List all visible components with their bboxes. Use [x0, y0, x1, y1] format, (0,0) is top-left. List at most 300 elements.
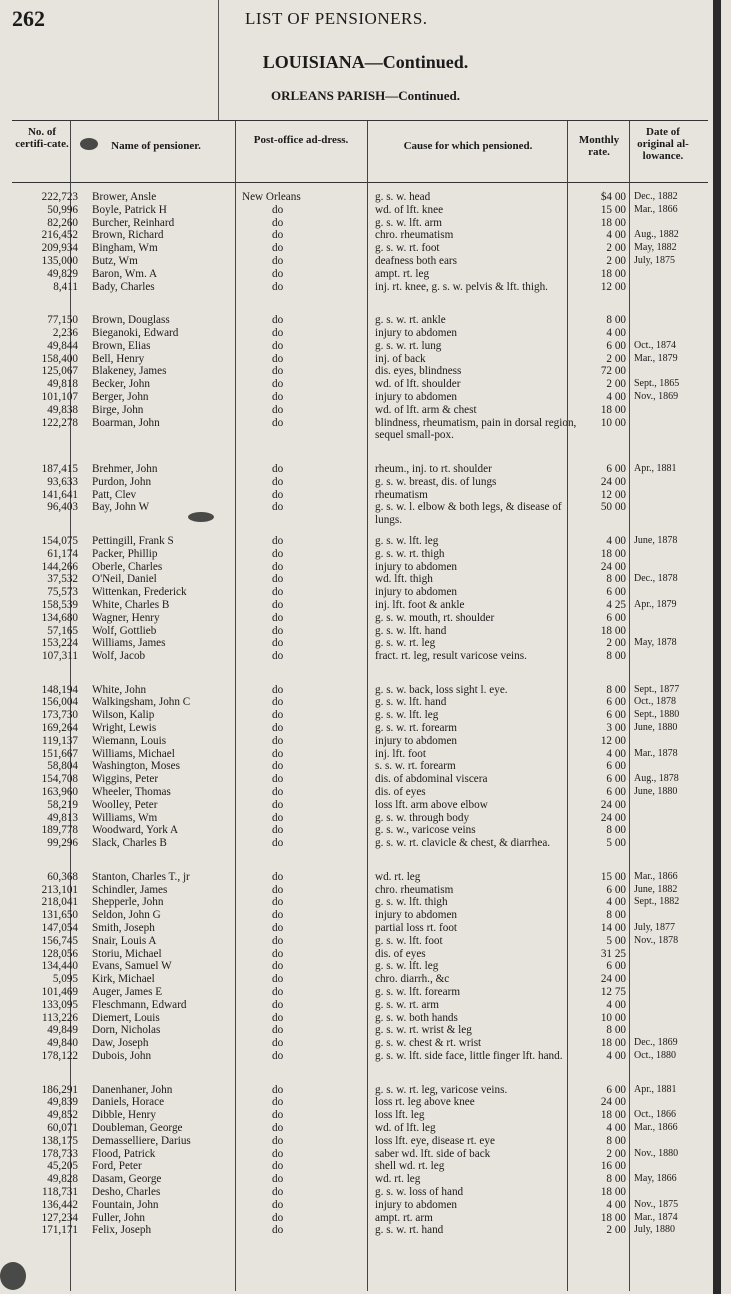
monthly-rate: 15 00: [600, 203, 626, 216]
certificate-number: 5,095: [52, 973, 78, 986]
table-row: [12, 1199, 712, 1212]
pensioner-name: Williams, Wm: [92, 811, 158, 824]
pensioner-name: Dasam, George: [92, 1173, 162, 1186]
pensioner-name: Diemert, Louis: [92, 1011, 160, 1024]
cause-of-pension: dis. of abdominal viscera: [375, 773, 488, 786]
post-office: do: [272, 534, 284, 547]
pensioner-name: Wolf, Gottlieb: [92, 624, 157, 637]
certificate-number: 82,260: [47, 216, 78, 229]
parish-heading: ORLEANS PARISH—Continued.: [270, 88, 461, 103]
table-row: [12, 948, 712, 961]
pensioner-name: Wilson, Kalip: [92, 709, 155, 722]
monthly-rate: 8 00: [606, 573, 626, 586]
allowance-date: May, 1866: [634, 1173, 677, 1185]
pensioner-name: Demasselliere, Darius: [92, 1134, 191, 1147]
table-row: [12, 217, 712, 230]
pensioner-name: Wheeler, Thomas: [92, 786, 171, 799]
monthly-rate: 12 00: [600, 280, 626, 293]
pensioner-name: Berger, John: [92, 390, 149, 403]
post-office: do: [272, 870, 284, 883]
row-spacer: [12, 863, 712, 871]
cause-of-pension: wd. of lft. shoulder: [375, 378, 461, 391]
pensioner-name: Becker, John: [92, 378, 150, 391]
cause-of-pension: g. s. w. l. elbow & both legs, & disease of lungs.: [375, 501, 562, 527]
allowance-date: June, 1880: [634, 786, 678, 798]
post-office: do: [272, 216, 284, 229]
pensioner-name: Oberle, Charles: [92, 560, 163, 573]
table-row: [12, 1037, 712, 1050]
row-spacer: [12, 527, 712, 535]
monthly-rate: 8 00: [606, 650, 626, 663]
certificate-number: 118,731: [42, 1185, 78, 1198]
certificate-number: 58,219: [47, 798, 78, 811]
cause-of-pension: shell wd. rt. leg: [375, 1160, 445, 1173]
cause-of-pension: injury to abdomen: [375, 734, 458, 747]
table-row: [12, 812, 712, 825]
table-row: [12, 612, 712, 625]
pensioner-name: Auger, James E: [92, 986, 163, 999]
table-row: [12, 960, 712, 973]
certificate-number: 213,101: [41, 883, 78, 896]
cause-of-pension: g. s. w. rt. arm: [375, 998, 439, 1011]
table-row: [12, 535, 712, 548]
monthly-rate: 4 00: [606, 1050, 626, 1062]
monthly-rate: 6 00: [606, 883, 626, 896]
monthly-rate: 72 00: [600, 365, 626, 378]
allowance-date: May, 1882: [634, 242, 677, 254]
cause-of-pension: g. s. w. rt. ankle: [375, 314, 446, 327]
pensioner-name: Boarman, John: [92, 416, 160, 429]
post-office: do: [272, 934, 284, 947]
pensioner-name: Wiggins, Peter: [92, 773, 159, 786]
pensioner-name: Storiu, Michael: [92, 947, 162, 960]
pensioner-name: White, Charles B: [92, 598, 170, 611]
pensioner-name: Wagner, Henry: [92, 611, 160, 624]
cause-of-pension: g. s. w. lft. hand: [375, 624, 447, 637]
certificate-number: 8,411: [53, 280, 78, 293]
certificate-number: 135,000: [41, 254, 78, 267]
pensioner-name: Butz, Wm: [92, 254, 138, 267]
pensioner-name: Dibble, Henry: [92, 1109, 157, 1122]
pensioner-name: Purdon, John: [92, 475, 152, 488]
cause-of-pension: dis. of eyes: [375, 947, 426, 960]
certificate-number: 147,054: [41, 922, 78, 935]
table-row: [12, 999, 712, 1012]
certificate-number: 169,264: [41, 722, 78, 735]
certificate-number: 50,996: [47, 203, 78, 216]
certificate-number: 222,723: [41, 191, 78, 203]
pensioner-name: Brehmer, John: [92, 462, 158, 475]
post-office: do: [272, 1147, 284, 1160]
allowance-date: Apr., 1881: [634, 462, 677, 474]
pensioner-name: Bady, Charles: [92, 280, 155, 293]
cause-of-pension: deafness both ears: [375, 254, 458, 267]
certificate-number: 101,469: [41, 986, 78, 999]
table-row: [12, 760, 712, 773]
pensioner-name: Walkingsham, John C: [92, 696, 191, 709]
post-office: do: [272, 973, 284, 986]
certificate-number: 187,415: [41, 462, 78, 475]
monthly-rate: 8 00: [606, 683, 626, 696]
monthly-rate: 8 00: [606, 1134, 626, 1147]
table-row: [12, 1186, 712, 1199]
allowance-date: June, 1882: [634, 883, 678, 895]
monthly-rate: 5 00: [606, 837, 626, 850]
certificate-number: 154,075: [41, 534, 78, 547]
certificate-number: 158,400: [41, 352, 78, 365]
certificate-number: 163,960: [41, 786, 78, 799]
cause-of-pension: g. s. w. rt. foot: [375, 242, 440, 255]
post-office: do: [272, 416, 284, 429]
table-row: [12, 922, 712, 935]
certificate-number: 49,829: [47, 267, 78, 280]
certificate-number: 113,226: [42, 1011, 78, 1024]
allowance-date: Nov., 1880: [634, 1147, 679, 1159]
post-office: do: [272, 696, 284, 709]
post-office: do: [272, 267, 284, 280]
certificate-number: 60,071: [47, 1121, 78, 1134]
pensioner-name: Baron, Wm. A: [92, 267, 158, 280]
table-row: [12, 417, 712, 455]
certificate-number: 148,194: [41, 683, 78, 696]
post-office: do: [272, 773, 284, 786]
certificate-number: 156,004: [41, 696, 78, 709]
certificate-number: 2,236: [52, 326, 78, 339]
table-row: [12, 229, 712, 242]
pensioner-table-body: [12, 191, 712, 1237]
certificate-number: 218,041: [41, 896, 78, 909]
cause-of-pension: g. s. w. lft. forearm: [375, 986, 461, 999]
pensioner-name: Daniels, Horace: [92, 1096, 165, 1109]
cause-of-pension: g. s. w. lft. arm: [375, 216, 443, 229]
cause-of-pension: g. s. w. both hands: [375, 1011, 458, 1024]
certificate-number: 49,852: [47, 1109, 78, 1122]
binding-edge: [713, 0, 721, 1294]
allowance-date: Sept., 1877: [634, 683, 680, 695]
post-office: do: [272, 573, 284, 586]
certificate-number: 128,056: [41, 947, 78, 960]
post-office: do: [272, 403, 284, 416]
certificate-number: 171,171: [41, 1224, 78, 1237]
table-row: [12, 625, 712, 638]
post-office: do: [272, 883, 284, 896]
allowance-date: Oct., 1878: [634, 696, 676, 708]
pensioner-name: O'Neil, Daniel: [92, 573, 157, 586]
monthly-rate: 4 00: [606, 896, 626, 909]
post-office: do: [272, 722, 284, 735]
monthly-rate: 15 00: [600, 870, 626, 883]
certificate-number: 75,573: [47, 586, 78, 599]
certificate-number: 189,778: [41, 824, 78, 837]
post-office: do: [272, 1198, 284, 1211]
table-row: [12, 871, 712, 884]
post-office: do: [272, 1109, 284, 1122]
cause-of-pension: ampt. rt. leg: [375, 267, 430, 280]
cause-of-pension: g. s. w., varicose veins: [375, 824, 476, 837]
post-office: do: [272, 242, 284, 255]
table-top-rule: [12, 120, 708, 121]
post-office: do: [272, 747, 284, 760]
pensioner-name: Dubois, John: [92, 1050, 152, 1062]
pensioner-name: Snair, Louis A: [92, 934, 157, 947]
certificate-number: 125,067: [41, 365, 78, 378]
post-office: do: [272, 650, 284, 663]
post-office: do: [272, 922, 284, 935]
cause-of-pension: fract. rt. leg, result varicose veins.: [375, 650, 527, 663]
certificate-number: 49,849: [47, 1024, 78, 1037]
monthly-rate: 18 00: [600, 216, 626, 229]
cause-of-pension: g. s. w. lft. hand: [375, 696, 447, 709]
post-office: do: [272, 734, 284, 747]
allowance-date: Sept., 1882: [634, 896, 680, 908]
pensioner-name: Packer, Phillip: [92, 547, 158, 560]
allowance-date: July, 1875: [634, 254, 676, 266]
pensioner-name: Brown, Douglass: [92, 314, 170, 327]
cause-of-pension: saber wd. lft. side of back: [375, 1147, 491, 1160]
certificate-number: 144,266: [41, 560, 78, 573]
certificate-number: 178,733: [41, 1147, 78, 1160]
monthly-rate: 2 00: [606, 242, 626, 255]
table-row: [12, 748, 712, 761]
monthly-rate: 18 00: [600, 624, 626, 637]
allowance-date: Mar., 1866: [634, 203, 678, 215]
table-row: [12, 735, 712, 748]
monthly-rate: 2 00: [606, 352, 626, 365]
post-office: do: [272, 547, 284, 560]
allowance-date: June, 1880: [634, 722, 678, 734]
monthly-rate: 2 00: [606, 637, 626, 650]
pensioner-name: Shepperle, John: [92, 896, 164, 909]
certificate-number: 96,403: [47, 501, 78, 514]
table-row: [12, 1012, 712, 1025]
header-postoffice: Post-office ad-dress.: [253, 134, 349, 146]
cause-of-pension: g. s. w. chest & rt. wrist: [375, 1037, 482, 1050]
table-row: [12, 268, 712, 281]
table-row: [12, 773, 712, 786]
pensioner-name: Washington, Moses: [92, 760, 180, 773]
ink-blot: [0, 1262, 26, 1290]
post-office: do: [272, 760, 284, 773]
certificate-number: 209,934: [41, 242, 78, 255]
ink-blot: [80, 138, 98, 150]
allowance-date: Dec., 1882: [634, 191, 678, 202]
table-row: [12, 586, 712, 599]
allowance-date: Sept., 1865: [634, 378, 680, 390]
monthly-rate: 8 00: [606, 909, 626, 922]
cause-of-pension: partial loss rt. foot: [375, 922, 458, 935]
post-office: do: [272, 1121, 284, 1134]
table-row: [12, 378, 712, 391]
pensioner-name: Williams, James: [92, 637, 166, 650]
certificate-number: 186,291: [41, 1083, 78, 1096]
post-office: do: [272, 1160, 284, 1173]
pensioner-name: Pettingill, Frank S: [92, 534, 174, 547]
cause-of-pension: g. s. w. rt. clavicle & chest, & diarrhea.: [375, 837, 551, 850]
cause-of-pension: dis. of eyes: [375, 786, 426, 799]
header-bottom-rule: [12, 182, 708, 183]
monthly-rate: 18 00: [600, 1185, 626, 1198]
pensioner-name: Wittenkan, Frederick: [92, 586, 187, 599]
pensioner-name: Desho, Charles: [92, 1185, 161, 1198]
cause-of-pension: g. s. w. rt. leg: [375, 637, 436, 650]
monthly-rate: $4 00: [600, 191, 626, 203]
pensioner-name: Wolf, Jacob: [92, 650, 146, 663]
post-office: do: [272, 598, 284, 611]
certificate-number: 58,804: [47, 760, 78, 773]
cause-of-pension: injury to abdomen: [375, 586, 458, 599]
allowance-date: Oct., 1874: [634, 339, 676, 351]
table-row: [12, 896, 712, 909]
monthly-rate: 2 00: [606, 1224, 626, 1237]
cause-of-pension: inj. lft. foot: [375, 747, 426, 760]
post-office: do: [272, 1024, 284, 1037]
table-row: [12, 935, 712, 948]
monthly-rate: 6 00: [606, 696, 626, 709]
table-row: [12, 573, 712, 586]
monthly-rate: 6 00: [606, 786, 626, 799]
certificate-number: 178,122: [41, 1050, 78, 1062]
pensioner-name: Woolley, Peter: [92, 798, 158, 811]
cause-of-pension: injury to abdomen: [375, 326, 458, 339]
monthly-rate: 14 00: [600, 922, 626, 935]
allowance-date: Oct., 1880: [634, 1050, 676, 1061]
allowance-date: Nov., 1869: [634, 390, 679, 402]
cause-of-pension: wd. of lft. leg: [375, 1121, 436, 1134]
cause-of-pension: dis. eyes, blindness: [375, 365, 462, 378]
post-office: do: [272, 280, 284, 293]
table-row: [12, 391, 712, 404]
cause-of-pension: g. s. w. rt. lung: [375, 339, 442, 352]
pensioner-name: Wiemann, Louis: [92, 734, 167, 747]
monthly-rate: 6 00: [606, 960, 626, 973]
certificate-number: 173,730: [41, 709, 78, 722]
monthly-rate: 24 00: [600, 973, 626, 986]
post-office: do: [272, 798, 284, 811]
post-office: do: [272, 824, 284, 837]
certificate-number: 122,278: [41, 416, 78, 429]
pensioner-name: Doubleman, George: [92, 1121, 183, 1134]
monthly-rate: 3 00: [606, 722, 626, 735]
cause-of-pension: chro. diarrh., &c: [375, 973, 450, 986]
monthly-rate: 8 00: [606, 1024, 626, 1037]
allowance-date: Mar., 1878: [634, 747, 678, 759]
table-row: [12, 1109, 712, 1122]
table-row: [12, 1135, 712, 1148]
post-office: do: [272, 352, 284, 365]
post-office: do: [272, 611, 284, 624]
pensioner-name: Brown, Elias: [92, 339, 151, 352]
allowance-date: Aug., 1882: [634, 229, 679, 241]
post-office: do: [272, 1083, 284, 1096]
post-office: do: [272, 1211, 284, 1224]
monthly-rate: 2 00: [606, 254, 626, 267]
table-row: [12, 973, 712, 986]
post-office: New Orleans: [242, 191, 301, 203]
post-office: do: [272, 365, 284, 378]
post-office: do: [272, 637, 284, 650]
cause-of-pension: loss lft. eye, disease rt. eye: [375, 1134, 495, 1147]
post-office: do: [272, 390, 284, 403]
allowance-date: Mar., 1866: [634, 1121, 678, 1133]
table-row: [12, 909, 712, 922]
table-row: [12, 837, 712, 863]
monthly-rate: 6 00: [606, 709, 626, 722]
cause-of-pension: chro. rheumatism: [375, 883, 454, 896]
cause-of-pension: rheumatism: [375, 488, 428, 501]
certificate-number: 153,224: [41, 637, 78, 650]
table-row: [12, 489, 712, 502]
cause-of-pension: g. s. w. lft. side face, little finger lft. hand.: [375, 1050, 563, 1062]
pensioner-name: Birge, John: [92, 403, 144, 416]
monthly-rate: 50 00: [600, 501, 626, 514]
certificate-number: 154,708: [41, 773, 78, 786]
cause-of-pension: loss lft. arm above elbow: [375, 798, 488, 811]
certificate-number: 216,452: [41, 229, 78, 242]
table-row: [12, 255, 712, 268]
certificate-number: 134,440: [41, 960, 78, 973]
monthly-rate: 31 25: [600, 947, 626, 960]
post-office: do: [272, 488, 284, 501]
monthly-rate: 6 00: [606, 1083, 626, 1096]
pensioner-name: Slack, Charles B: [92, 837, 167, 850]
pensioner-name: Danenhaner, John: [92, 1083, 173, 1096]
cause-of-pension: g. s. w. loss of hand: [375, 1185, 464, 1198]
table-row: [12, 340, 712, 353]
monthly-rate: 4 00: [606, 534, 626, 547]
cause-of-pension: injury to abdomen: [375, 909, 458, 922]
pensioner-name: Bingham, Wm: [92, 242, 158, 255]
table-row: [12, 650, 712, 676]
pensioner-name: Williams, Michael: [92, 747, 175, 760]
pensioner-name: Brower, Ansle: [92, 191, 157, 203]
pensioner-name: Stanton, Charles T., jr: [92, 870, 190, 883]
pensioner-name: Brown, Richard: [92, 229, 164, 242]
allowance-date: Dec., 1878: [634, 573, 678, 585]
table-row: [12, 1173, 712, 1186]
table-row: [12, 1148, 712, 1161]
table-row: [12, 365, 712, 378]
allowance-date: June, 1878: [634, 534, 678, 546]
post-office: do: [272, 1096, 284, 1109]
pensioner-name: Daw, Joseph: [92, 1037, 149, 1050]
monthly-rate: 8 00: [606, 824, 626, 837]
monthly-rate: 18 00: [600, 547, 626, 560]
cause-of-pension: blindness, rheumatism, pain in dorsal region, sequel small-pox.: [375, 416, 577, 442]
certificate-number: 101,107: [41, 390, 78, 403]
cause-of-pension: inj. of back: [375, 352, 426, 365]
monthly-rate: 4 00: [606, 998, 626, 1011]
certificate-number: 49,813: [47, 811, 78, 824]
table-row: [12, 599, 712, 612]
pensioner-name: Patt, Clev: [92, 488, 137, 501]
pensioner-name: Smith, Joseph: [92, 922, 155, 935]
cause-of-pension: inj. lft. foot & ankle: [375, 598, 465, 611]
table-row: [12, 1084, 712, 1097]
monthly-rate: 12 75: [600, 986, 626, 999]
certificate-number: 138,175: [41, 1134, 78, 1147]
monthly-rate: 6 00: [606, 339, 626, 352]
table-row: [12, 561, 712, 574]
post-office: do: [272, 1037, 284, 1050]
monthly-rate: 4 00: [606, 229, 626, 242]
pensioner-name: Seldon, John G: [92, 909, 161, 922]
post-office: do: [272, 909, 284, 922]
certificate-number: 49,828: [47, 1173, 78, 1186]
monthly-rate: 6 00: [606, 611, 626, 624]
cause-of-pension: g. s. w. mouth, rt. shoulder: [375, 611, 495, 624]
monthly-rate: 12 00: [600, 734, 626, 747]
certificate-number: 77,150: [47, 314, 78, 327]
